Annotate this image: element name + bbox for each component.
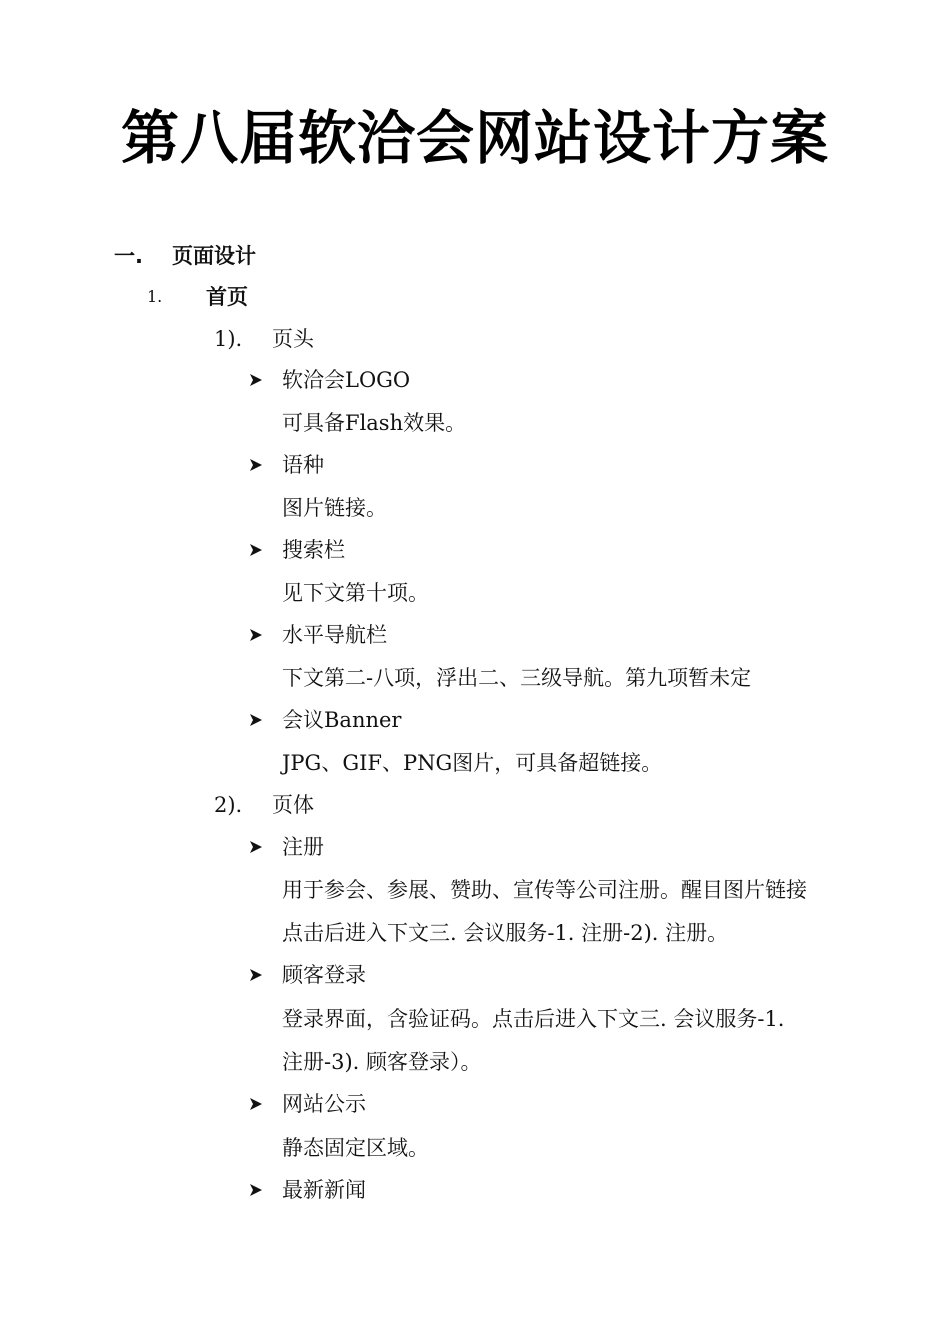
list-item-title: 网站公示 [282,1092,366,1116]
list-item-title: 语种 [282,453,324,477]
arrowhead-bullet-icon [249,365,265,395]
arrowhead-bullet-icon [249,832,265,862]
part-heading: 页体 [272,793,314,817]
list-item-description: 静态固定区域。 [282,1136,429,1160]
list-item-description: 下文第二-八项，浮出二、三级导航。第九项暂未定 [282,666,752,690]
list-item-title: 注册 [282,835,324,859]
arrowhead-bullet-icon [249,620,265,650]
arrowhead-bullet-icon [249,1089,265,1119]
page-title: 第八届软洽会网站设计方案 [120,104,829,172]
list-item-description: 点击后进入下文三. 会议服务-1. 注册-2). 注册。 [282,921,729,945]
section-number: 一. [114,244,143,268]
subsection-heading: 首页 [206,285,248,309]
list-item-description: 注册-3). 顾客登录）。 [282,1050,482,1074]
list-item-title: 顾客登录 [282,963,366,987]
section-heading: 页面设计 [172,244,256,268]
arrowhead-bullet-icon [249,960,265,990]
list-item-description: 见下文第十项。 [282,581,429,605]
list-item-description: 用于参会、参展、赞助、宣传等公司注册。醒目图片链接 [282,878,807,902]
list-item-description: 可具备Flash效果。 [282,411,467,435]
part-heading: 页头 [272,327,314,351]
arrowhead-bullet-icon [249,535,265,565]
arrowhead-bullet-icon [249,705,265,735]
part-number: 1). [214,327,243,351]
arrowhead-bullet-icon [249,1175,265,1205]
list-item-title: 软洽会LOGO [282,368,411,392]
list-item-description: 图片链接。 [282,496,387,520]
list-item-description: 登录界面，含验证码。点击后进入下文三. 会议服务-1. [282,1007,785,1031]
list-item-title: 水平导航栏 [282,623,387,647]
list-item-title: 最新新闻 [282,1178,366,1202]
list-item-title: 搜索栏 [282,538,345,562]
subsection-number: 1. [147,287,163,306]
part-number: 2). [214,793,243,817]
list-item-title: 会议Banner [282,708,402,732]
list-item-description: JPG、GIF、PNG图片，可具备超链接。 [282,751,663,775]
arrowhead-bullet-icon [249,450,265,480]
